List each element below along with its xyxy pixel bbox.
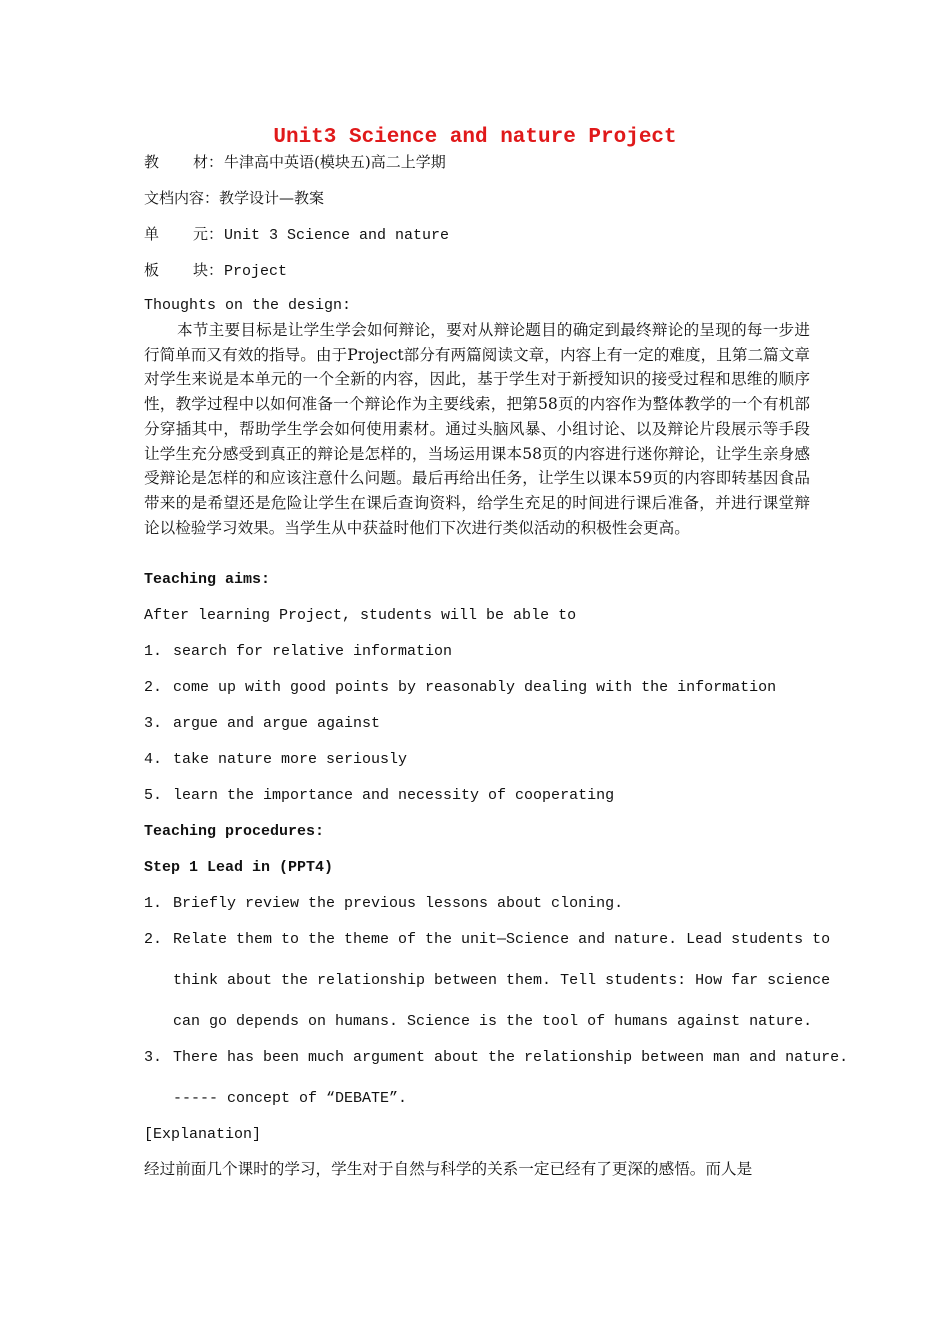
procedure-item-line: Briefly review the previous lessons about cloning. <box>173 895 624 912</box>
meta-textbook-label-a: 教 <box>144 153 160 171</box>
aims-item-text: search for relative information <box>173 643 453 660</box>
procedures-heading: Teaching procedures: <box>144 823 325 840</box>
aims-item <box>144 714 380 734</box>
procedure-item-line: think about the relationship between them. Tell students: How far science <box>173 972 831 989</box>
meta-unit-value: Unit 3 Science and nature <box>224 227 450 244</box>
aims-heading: Teaching aims: <box>144 571 271 588</box>
thoughts-paragraph: 本节主要目标是让学生学会如何辩论，要对从辩论题目的确定到最终辩论的呈现的每一步进行简单而又有效的指导。由于Project部分有两篇阅读文章，内容上有一定的难度，且第二篇文章对学生来说是本单元的一个全新的内容，因此，基于学生对于新授知识的接受过程和思维的顺序性，教学过程中以如何准备一个辩论作为主要线索，把第58页的内容作为整体教学的一个有机部分穿插其中，帮助学生学会如何使用素材。通过头脑风暴、小组讨论、以及辩论片段展示等手段让学生充分感受到真正的辩论是怎样的，当场运用课本58页的内容进行迷你辩论，让学生亲身感受辩论是怎样的和应该注意什么问题。最后再给出任务，让学生以课本59页的内容即转基因食品带来的是希望还是危险让学生在课后查询资料，给学生充足的时间进行课后准备，并进行课堂辩论以检验学习效果。当学生从中获益时他们下次进行类似活动的积极性会更高。 <box>144 321 810 537</box>
aims-item-number: 5. <box>144 787 163 804</box>
meta-section <box>144 260 287 282</box>
aims-intro: After learning Project, students will be able to <box>144 607 577 624</box>
aims-item-text: argue and argue against <box>173 715 381 732</box>
aims-item <box>144 786 614 806</box>
document-title: Unit3 Science and nature Project <box>273 126 677 149</box>
aims-item-number: 1. <box>144 643 163 660</box>
procedure-item-continuation <box>173 971 831 991</box>
meta-unit-label-b: 元： <box>193 225 224 243</box>
step1-heading: Step 1 Lead in (PPT4) <box>144 859 334 876</box>
procedure-item-number: 1. <box>144 895 163 912</box>
aims-item-text: take nature more seriously <box>173 751 408 768</box>
procedure-item <box>144 894 623 914</box>
aims-item <box>144 642 452 662</box>
procedure-item-line: There has been much argument about the relationship between man and nature. <box>173 1049 849 1066</box>
meta-unit-label-a: 单 <box>144 225 160 243</box>
procedure-item-continuation <box>173 1089 407 1109</box>
procedure-item <box>144 1048 848 1068</box>
meta-unit <box>144 224 449 246</box>
procedure-item <box>144 930 831 950</box>
meta-content-label: 文档内容： <box>144 189 220 207</box>
meta-section-value: Project <box>224 263 288 280</box>
meta-section-label-b: 块： <box>193 261 224 279</box>
meta-textbook-value: 牛津高中英语(模块五)高二上学期 <box>224 153 446 171</box>
meta-content <box>144 188 324 208</box>
aims-item-text: learn the importance and necessity of cooperating <box>173 787 615 804</box>
explanation-text: 经过前面几个课时的学习，学生对于自然与科学的关系一定已经有了更深的感悟。而人是 <box>144 1160 753 1178</box>
explanation-heading: [Explanation] <box>144 1126 262 1143</box>
thoughts-heading: Thoughts on the design: <box>144 297 352 314</box>
procedure-item-number: 3. <box>144 1049 163 1066</box>
aims-item-number: 4. <box>144 751 163 768</box>
procedure-item-line: can go depends on humans. Science is the tool of humans against nature. <box>173 1013 813 1030</box>
procedure-item-line: ----- concept of “DEBATE”. <box>173 1090 408 1107</box>
aims-item-text: come up with good points by reasonably dealing with the information <box>173 679 777 696</box>
procedure-item-number: 2. <box>144 931 163 948</box>
meta-content-value: 教学设计—教案 <box>219 189 325 207</box>
aims-item <box>144 750 407 770</box>
aims-item <box>144 678 776 698</box>
aims-item-number: 2. <box>144 679 163 696</box>
meta-textbook <box>144 152 446 172</box>
procedure-item-line: Relate them to the theme of the unit—Science and nature. Lead students to <box>173 931 831 948</box>
procedure-item-continuation <box>173 1012 812 1032</box>
meta-section-label-a: 板 <box>144 261 160 279</box>
aims-item-number: 3. <box>144 715 163 732</box>
meta-textbook-label-b: 材： <box>193 153 224 171</box>
